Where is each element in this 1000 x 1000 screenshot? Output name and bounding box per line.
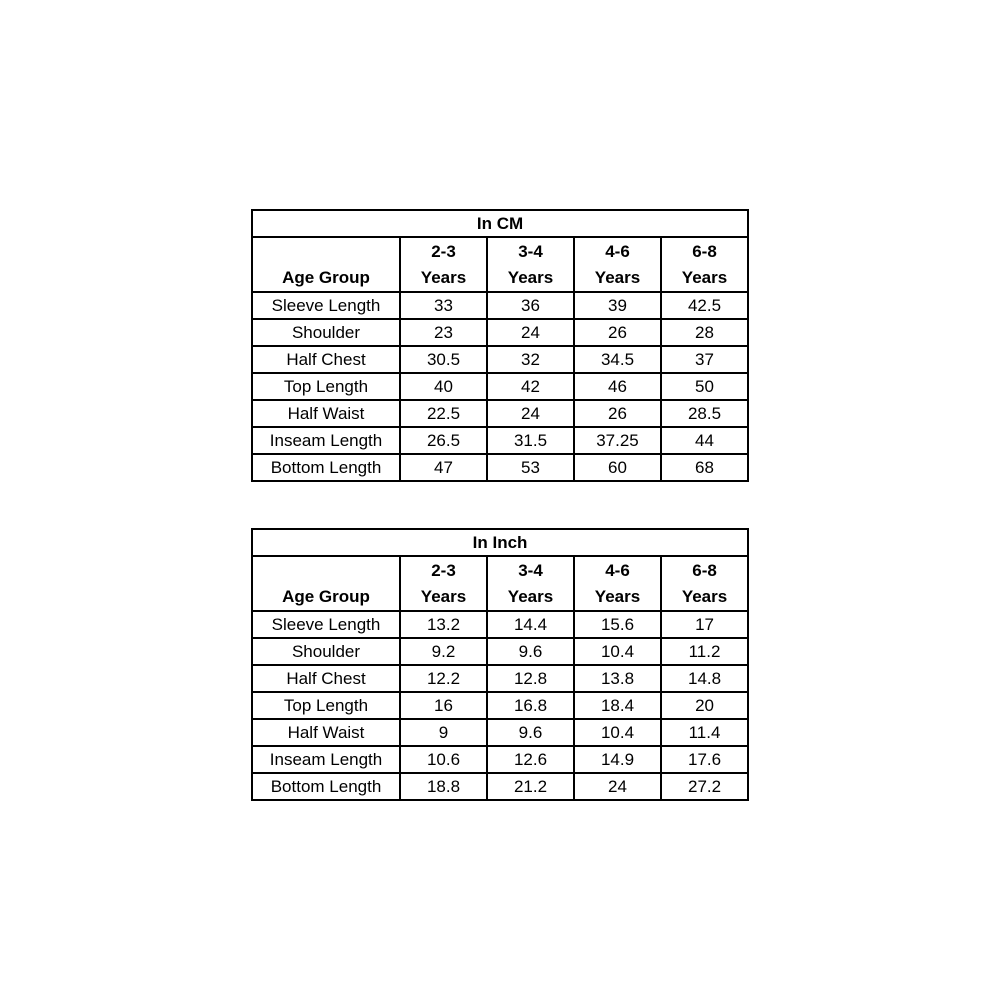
cell-value: 10.4 [574,638,661,665]
cell-value: 10.4 [574,719,661,746]
cell-value: 14.4 [487,611,574,638]
cell-value: 33 [400,292,487,319]
cell-value: 26 [574,319,661,346]
row-label: Sleeve Length [252,292,400,319]
cell-value: 46 [574,373,661,400]
column-header: 4-6 Years [574,237,661,292]
cell-value: 9.6 [487,719,574,746]
table-title: In CM [252,210,748,237]
size-chart-cm-table [251,209,749,482]
row-label: Half Chest [252,346,400,373]
age-group-header: Age Group [252,237,400,292]
cell-value: 15.6 [574,611,661,638]
cell-value: 24 [487,319,574,346]
cell-value: 47 [400,454,487,481]
cell-value: 16 [400,692,487,719]
table-row [252,773,748,800]
cell-value: 40 [400,373,487,400]
cell-value: 36 [487,292,574,319]
cell-value: 17.6 [661,746,748,773]
cell-value: 42.5 [661,292,748,319]
column-header: 6-8 Years [661,556,748,611]
column-header: 4-6 Years [574,556,661,611]
cell-value: 21.2 [487,773,574,800]
cell-value: 10.6 [400,746,487,773]
column-header: 3-4 Years [487,556,574,611]
cell-value: 13.8 [574,665,661,692]
table-row [252,373,748,400]
cell-value: 12.6 [487,746,574,773]
cell-value: 12.8 [487,665,574,692]
cell-value: 44 [661,427,748,454]
cell-value: 37.25 [574,427,661,454]
size-chart-inch-table [251,528,749,801]
cell-value: 14.9 [574,746,661,773]
cell-value: 34.5 [574,346,661,373]
cell-value: 42 [487,373,574,400]
row-label: Shoulder [252,319,400,346]
cell-value: 39 [574,292,661,319]
table-row [252,319,748,346]
cell-value: 68 [661,454,748,481]
column-header: 3-4 Years [487,237,574,292]
table-row [252,427,748,454]
row-label: Bottom Length [252,454,400,481]
table-row [252,292,748,319]
cell-value: 11.4 [661,719,748,746]
table-row [252,400,748,427]
cell-value: 14.8 [661,665,748,692]
cell-value: 27.2 [661,773,748,800]
table-title: In Inch [252,529,748,556]
row-label: Half Waist [252,719,400,746]
cell-value: 28.5 [661,400,748,427]
cell-value: 9.6 [487,638,574,665]
table-row [252,719,748,746]
cell-value: 60 [574,454,661,481]
cell-value: 18.8 [400,773,487,800]
cell-value: 23 [400,319,487,346]
cell-value: 13.2 [400,611,487,638]
table-row [252,638,748,665]
age-group-header: Age Group [252,556,400,611]
table-row [252,692,748,719]
table-row [252,454,748,481]
column-header: 2-3 Years [400,237,487,292]
cell-value: 12.2 [400,665,487,692]
row-label: Top Length [252,692,400,719]
column-header: 6-8 Years [661,237,748,292]
cell-value: 26.5 [400,427,487,454]
table-row [252,665,748,692]
row-label: Inseam Length [252,427,400,454]
row-label: Shoulder [252,638,400,665]
cell-value: 30.5 [400,346,487,373]
table-row [252,346,748,373]
row-label: Bottom Length [252,773,400,800]
cell-value: 31.5 [487,427,574,454]
cell-value: 37 [661,346,748,373]
cell-value: 24 [574,773,661,800]
cell-value: 24 [487,400,574,427]
row-label: Half Waist [252,400,400,427]
cell-value: 22.5 [400,400,487,427]
cell-value: 9.2 [400,638,487,665]
cell-value: 17 [661,611,748,638]
cell-value: 20 [661,692,748,719]
cell-value: 32 [487,346,574,373]
cell-value: 28 [661,319,748,346]
cell-value: 16.8 [487,692,574,719]
cell-value: 50 [661,373,748,400]
cell-value: 26 [574,400,661,427]
table-row [252,611,748,638]
cell-value: 53 [487,454,574,481]
cell-value: 11.2 [661,638,748,665]
column-header: 2-3 Years [400,556,487,611]
row-label: Sleeve Length [252,611,400,638]
row-label: Top Length [252,373,400,400]
cell-value: 18.4 [574,692,661,719]
table-row [252,746,748,773]
row-label: Half Chest [252,665,400,692]
row-label: Inseam Length [252,746,400,773]
cell-value: 9 [400,719,487,746]
